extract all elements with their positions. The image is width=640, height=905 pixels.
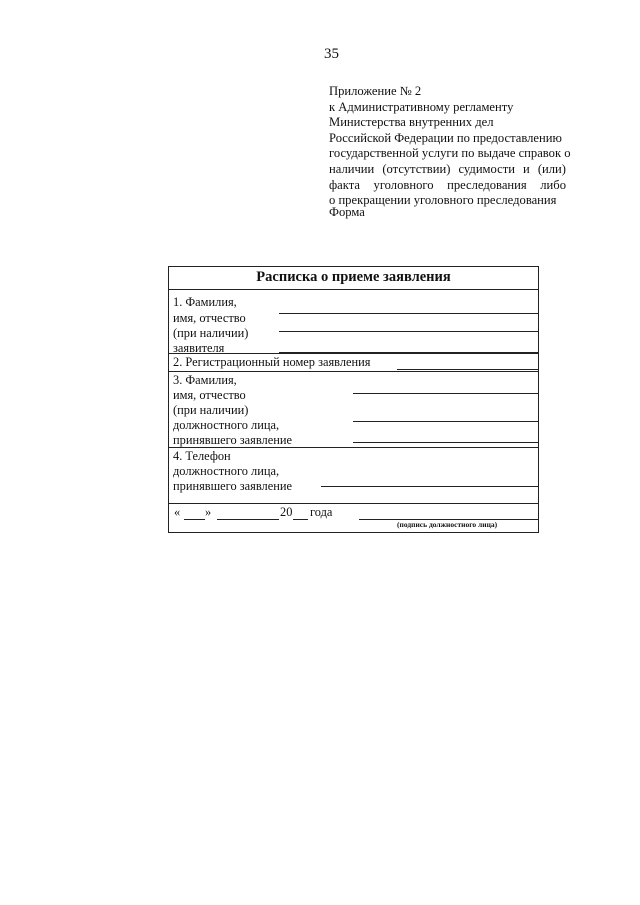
applicant-name-line[interactable] (279, 313, 538, 314)
field3-label: принявшего заявление (173, 433, 292, 447)
appendix-line: Министерства внутренних дел (329, 115, 494, 130)
field3-label: должностного лица, (173, 418, 280, 432)
divider (169, 371, 538, 372)
appendix-line: наличии (отсутствии) судимости и (или) (329, 161, 566, 176)
receipt-title: Расписка о приеме заявления (256, 269, 451, 285)
registration-number-line[interactable] (397, 369, 538, 370)
applicant-name-line[interactable] (279, 331, 538, 332)
year-suffix: года (310, 505, 333, 519)
field3-label: 3. Фамилия, (173, 373, 237, 387)
date-month-line[interactable] (217, 519, 279, 520)
form-label: Форма (329, 205, 365, 219)
divider (169, 503, 538, 504)
field1-label: 1. Фамилия, (173, 295, 237, 309)
appendix-line: Приложение № 2 (329, 84, 422, 98)
appendix-header (329, 84, 571, 209)
official-name-line[interactable] (353, 421, 538, 422)
field4-label: принявшего заявление (173, 479, 292, 493)
signature-caption: (подпись должностного лица) (397, 520, 498, 529)
appendix-line: Российской Федерации по предоставлению (329, 130, 562, 145)
divider (169, 447, 538, 448)
year-prefix: 20 (280, 505, 293, 519)
official-phone-line[interactable] (321, 486, 538, 487)
field3-label: (при наличии) (173, 403, 249, 417)
field1-label: заявителя (173, 341, 225, 355)
official-name-line[interactable] (353, 442, 538, 443)
appendix-line: о прекращении уголовного преследования (329, 193, 557, 208)
divider (169, 289, 538, 290)
date-close-quote: » (205, 505, 212, 519)
field1-label: (при наличии) (173, 326, 249, 340)
appendix-line: государственной услуги по выдаче справок о (329, 146, 571, 161)
field4-label: 4. Телефон (173, 449, 231, 463)
receipt-form (168, 266, 539, 533)
field3-label: имя, отчество (173, 388, 246, 402)
appendix-line: факта уголовного преследования либо (329, 177, 566, 192)
field4-label: должностного лица, (173, 464, 280, 478)
page-number: 35 (324, 46, 339, 62)
field2-label: 2. Регистрационный номер заявления (173, 355, 371, 369)
official-name-line[interactable] (353, 393, 538, 394)
date-open-quote: « (174, 505, 181, 519)
date-year-line[interactable] (293, 519, 308, 520)
divider (169, 353, 538, 354)
appendix-line: к Административному регламенту (329, 99, 514, 114)
date-day-line[interactable] (184, 519, 205, 520)
field1-label: имя, отчество (173, 311, 246, 325)
